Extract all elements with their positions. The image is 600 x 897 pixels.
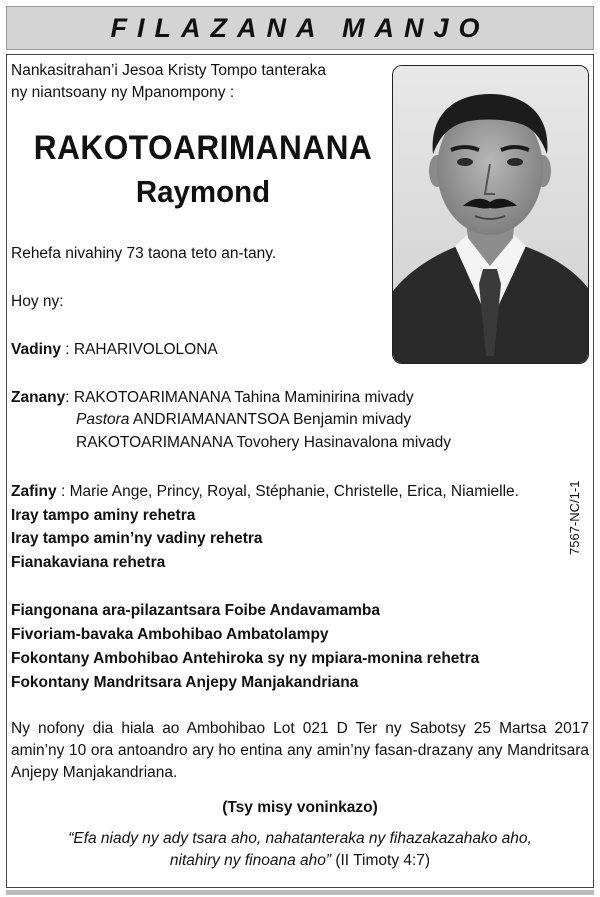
vadiny-line: [11, 339, 218, 361]
org-line-1: Fiangonana ara-pilazantsara Foibe Andavamamba: [11, 602, 380, 619]
no-flowers-note: (Tsy misy voninkazo): [222, 799, 378, 816]
deceased-firstname: Raymond: [135, 174, 271, 209]
intro-line-1: Nankasitrahan’i Jesoa Kristy Tompo tanteraka: [11, 62, 327, 79]
zafiny-label: Zafiny: [11, 483, 57, 500]
verse-line-1: “Efa niady ny ady tsara aho, nahatanteraka ny fihazakazahako aho,: [68, 830, 532, 847]
family-line-1: Iray tampo aminy rehetra: [11, 507, 196, 524]
vadiny-separator: :: [60, 341, 74, 358]
zanany-line-1: [11, 387, 414, 409]
family-line-2: Iray tampo amin’ny vadiny rehetra: [11, 530, 263, 547]
zanany-separator: :: [65, 389, 74, 406]
zafiny-separator: :: [56, 483, 70, 500]
portrait-photo: [392, 65, 589, 364]
org-line-3: Fokontany Ambohibao Antehiroka sy ny mpiara-monina rehetra: [11, 650, 480, 667]
zanany-child-1: RAKOTOARIMANANA Tahina Maminirina mivady: [73, 389, 414, 406]
org-line-4: Fokontany Mandritsara Anjepy Manjakandriana: [11, 674, 359, 691]
intro-text: [11, 60, 326, 104]
zanany-child-2: ANDRIAMANANTSOA Benjamin mivady: [129, 411, 412, 428]
deceased-surname: RAKOTOARIMANANA: [33, 129, 373, 167]
zanany-child-2-title: Pastora: [76, 411, 130, 428]
family-line-3: Fianakaviana rehetra: [11, 554, 166, 571]
vadiny-label: Vadiny: [11, 341, 61, 358]
zafiny-line: [11, 481, 519, 503]
reference-code: 7567-NC/1-1: [567, 480, 582, 555]
intro-line-2: ny niantsoany ny Mpanompony :: [11, 84, 235, 101]
verse-reference: (II Timoty 4:7): [331, 852, 431, 869]
zanany-line-2: [76, 409, 411, 431]
org-line-2: Fivoriam-bavaka Ambohibao Ambatolampy: [11, 626, 329, 643]
zafiny-value: Marie Ange, Princy, Royal, Stéphanie, Christelle, Erica, Niamielle.: [69, 483, 519, 500]
zanany-label: Zanany: [11, 389, 66, 406]
notice-title: FILAZANA MANJO: [110, 12, 490, 43]
funeral-details: Ny nofony dia hiala ao Ambohibao Lot 021 D Ter ny Sabotsy 25 Martsa 2017 amin’ny 10 ora antoandro ary ho entina any amin’ny fasan-drazany any Mandritsara Anjepy Manjakandriana.: [11, 720, 589, 781]
hoy-ny-label: Hoy ny:: [11, 293, 64, 310]
portrait-illustration: [393, 66, 588, 363]
zanany-child-3: RAKOTOARIMANANA Tovohery Hasinavalona mivady: [76, 434, 452, 451]
verse-line-2-text: nitahiry ny finoana aho”: [169, 852, 332, 869]
vadiny-value: RAHARIVOLOLONA: [73, 341, 218, 358]
age-line: Rehefa nivahiny 73 taona teto an-tany.: [11, 245, 277, 262]
bible-verse: [11, 828, 589, 872]
bottom-rule: [6, 890, 594, 895]
verse-line-2: [11, 850, 589, 872]
notice-header: [6, 6, 594, 50]
